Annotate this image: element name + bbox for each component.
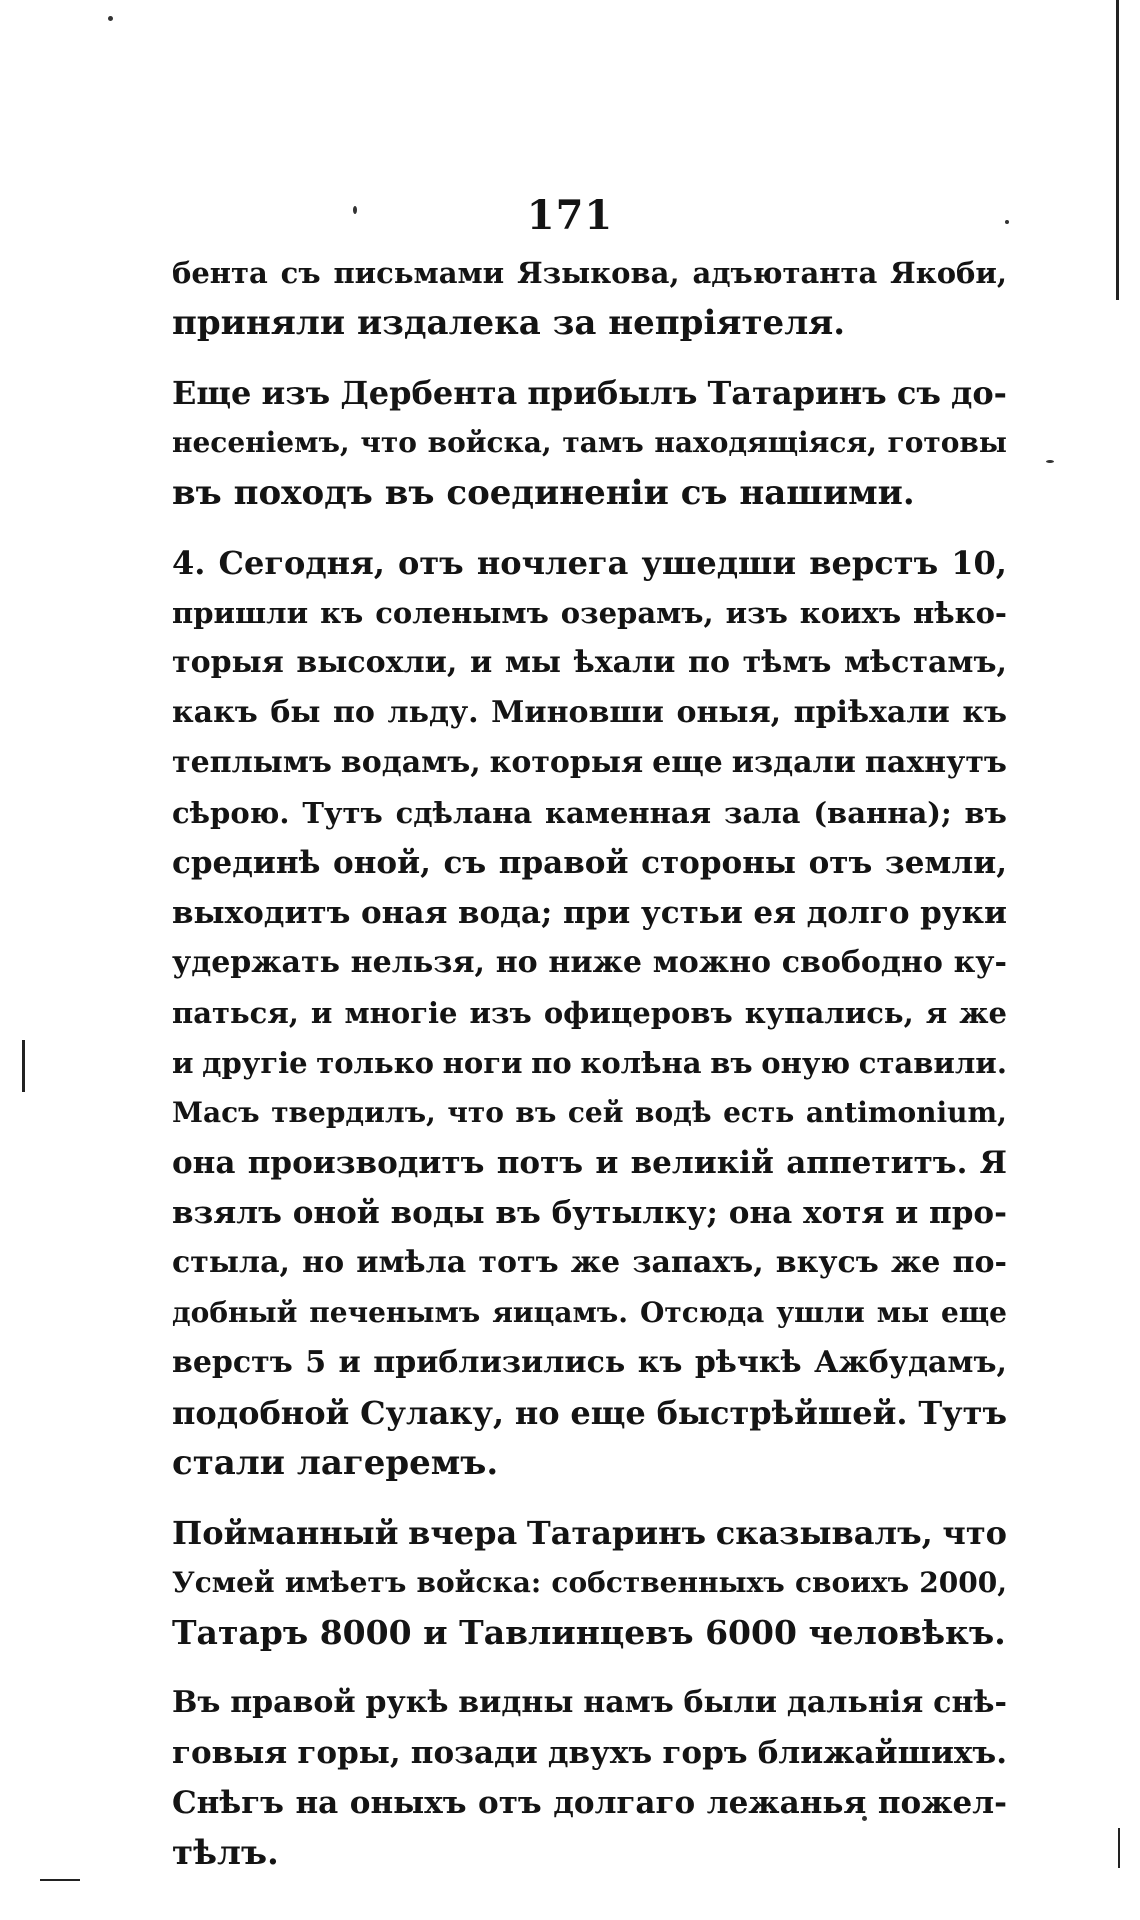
text-line: Въ правой рукѣ видны намъ были дальнія снѣ-: [172, 1685, 1007, 1720]
text-line: и другіе только ноги по колѣна въ оную ставили.: [172, 1046, 1007, 1080]
page-edge-line-bottom-left: [40, 1879, 80, 1881]
dust-speck: [1046, 460, 1054, 463]
text-line: торыя высохли, и мы ѣхали по тѣмъ мѣстамъ,: [172, 645, 1007, 680]
text-line: удержать нельзя, но ниже можно свободно ку-: [172, 945, 1007, 980]
text-line: Масъ твердилъ, что въ сей водѣ есть antimonium,: [172, 1096, 1007, 1129]
text-line: взялъ оной воды въ бутылку; она хотя и про-: [172, 1195, 1007, 1231]
page-edge-line-right: [1116, 0, 1119, 300]
page-edge-line-left: [22, 1040, 25, 1092]
paragraph: [172, 1678, 1007, 1878]
paragraph: [172, 368, 1007, 518]
text-line: паться, и многіе изъ офицеровъ купались, я же: [172, 996, 1007, 1030]
text-line: Усмей имѣетъ войска: собственныхъ своихъ 2000,: [172, 1566, 1007, 1599]
page-number: 171: [526, 192, 614, 239]
text-line: стали лагеремъ.: [172, 1443, 499, 1483]
text-line: срединѣ оной, съ правой стороны отъ земли,: [172, 845, 1007, 881]
text-line: Еще изъ Дербента прибылъ Татаринъ съ до-: [172, 374, 1007, 412]
text-line: подобной Сулаку, но еще быстрѣйшей. Тутъ: [172, 1394, 1007, 1432]
dust-speck: [108, 16, 113, 21]
text-line: верстъ 5 и приблизились къ рѣчкѣ Ажбудамъ,: [172, 1345, 1007, 1380]
text-line: какъ бы по льду. Миновши оныя, пріѣхали къ: [172, 695, 1007, 730]
text-line: говыя горы, позади двухъ горъ ближайшихъ.: [172, 1735, 1007, 1771]
text-line: тѣлъ.: [172, 1833, 279, 1873]
text-line: Пойманный вчера Татаринъ сказывалъ, что: [172, 1514, 1007, 1552]
text-line: добный печенымъ яицамъ. Отсюда ушли мы еще: [172, 1296, 1007, 1329]
text-line: Снѣгъ на оныхъ отъ долгаго лежанья пожел-: [172, 1785, 1007, 1821]
paragraph: [172, 538, 1007, 1488]
text-line: 4. Сегодня, отъ ночлега ушедши верстъ 10,: [172, 544, 1007, 582]
text-line: выходитъ оная вода; при устьи ея долго руки: [172, 895, 1007, 931]
text-line: Татаръ 8000 и Тавлинцевъ 6000 человѣкъ.: [172, 1613, 1006, 1652]
paragraph: [172, 1508, 1007, 1658]
text-line: пришли къ соленымъ озерамъ, изъ коихъ нѣко-: [172, 596, 1007, 630]
text-line: теплымъ водамъ, которыя еще издали пахнутъ: [172, 745, 1007, 780]
text-line: въ походъ въ соединеніи съ нашими.: [172, 473, 915, 513]
paragraph: [172, 248, 1007, 348]
text-line: несеніемъ, что войска, тамъ находящіяся, готовы: [172, 426, 1007, 459]
text-line: бента съ письмами Языкова, адъютанта Якоби,: [172, 256, 1007, 290]
text-line: приняли издалека за непріятеля.: [172, 303, 846, 343]
body-text: [172, 248, 1007, 1878]
text-line: стыла, но имѣла тотъ же запахъ, вкусъ же по-: [172, 1245, 1007, 1280]
text-line: она производитъ потъ и великій аппетитъ. Я: [172, 1145, 1007, 1181]
text-line: сѣрою. Тутъ сдѣлана каменная зала (ванна); въ: [172, 796, 1007, 830]
page-edge-line-bottom-right: [1118, 1828, 1120, 1868]
